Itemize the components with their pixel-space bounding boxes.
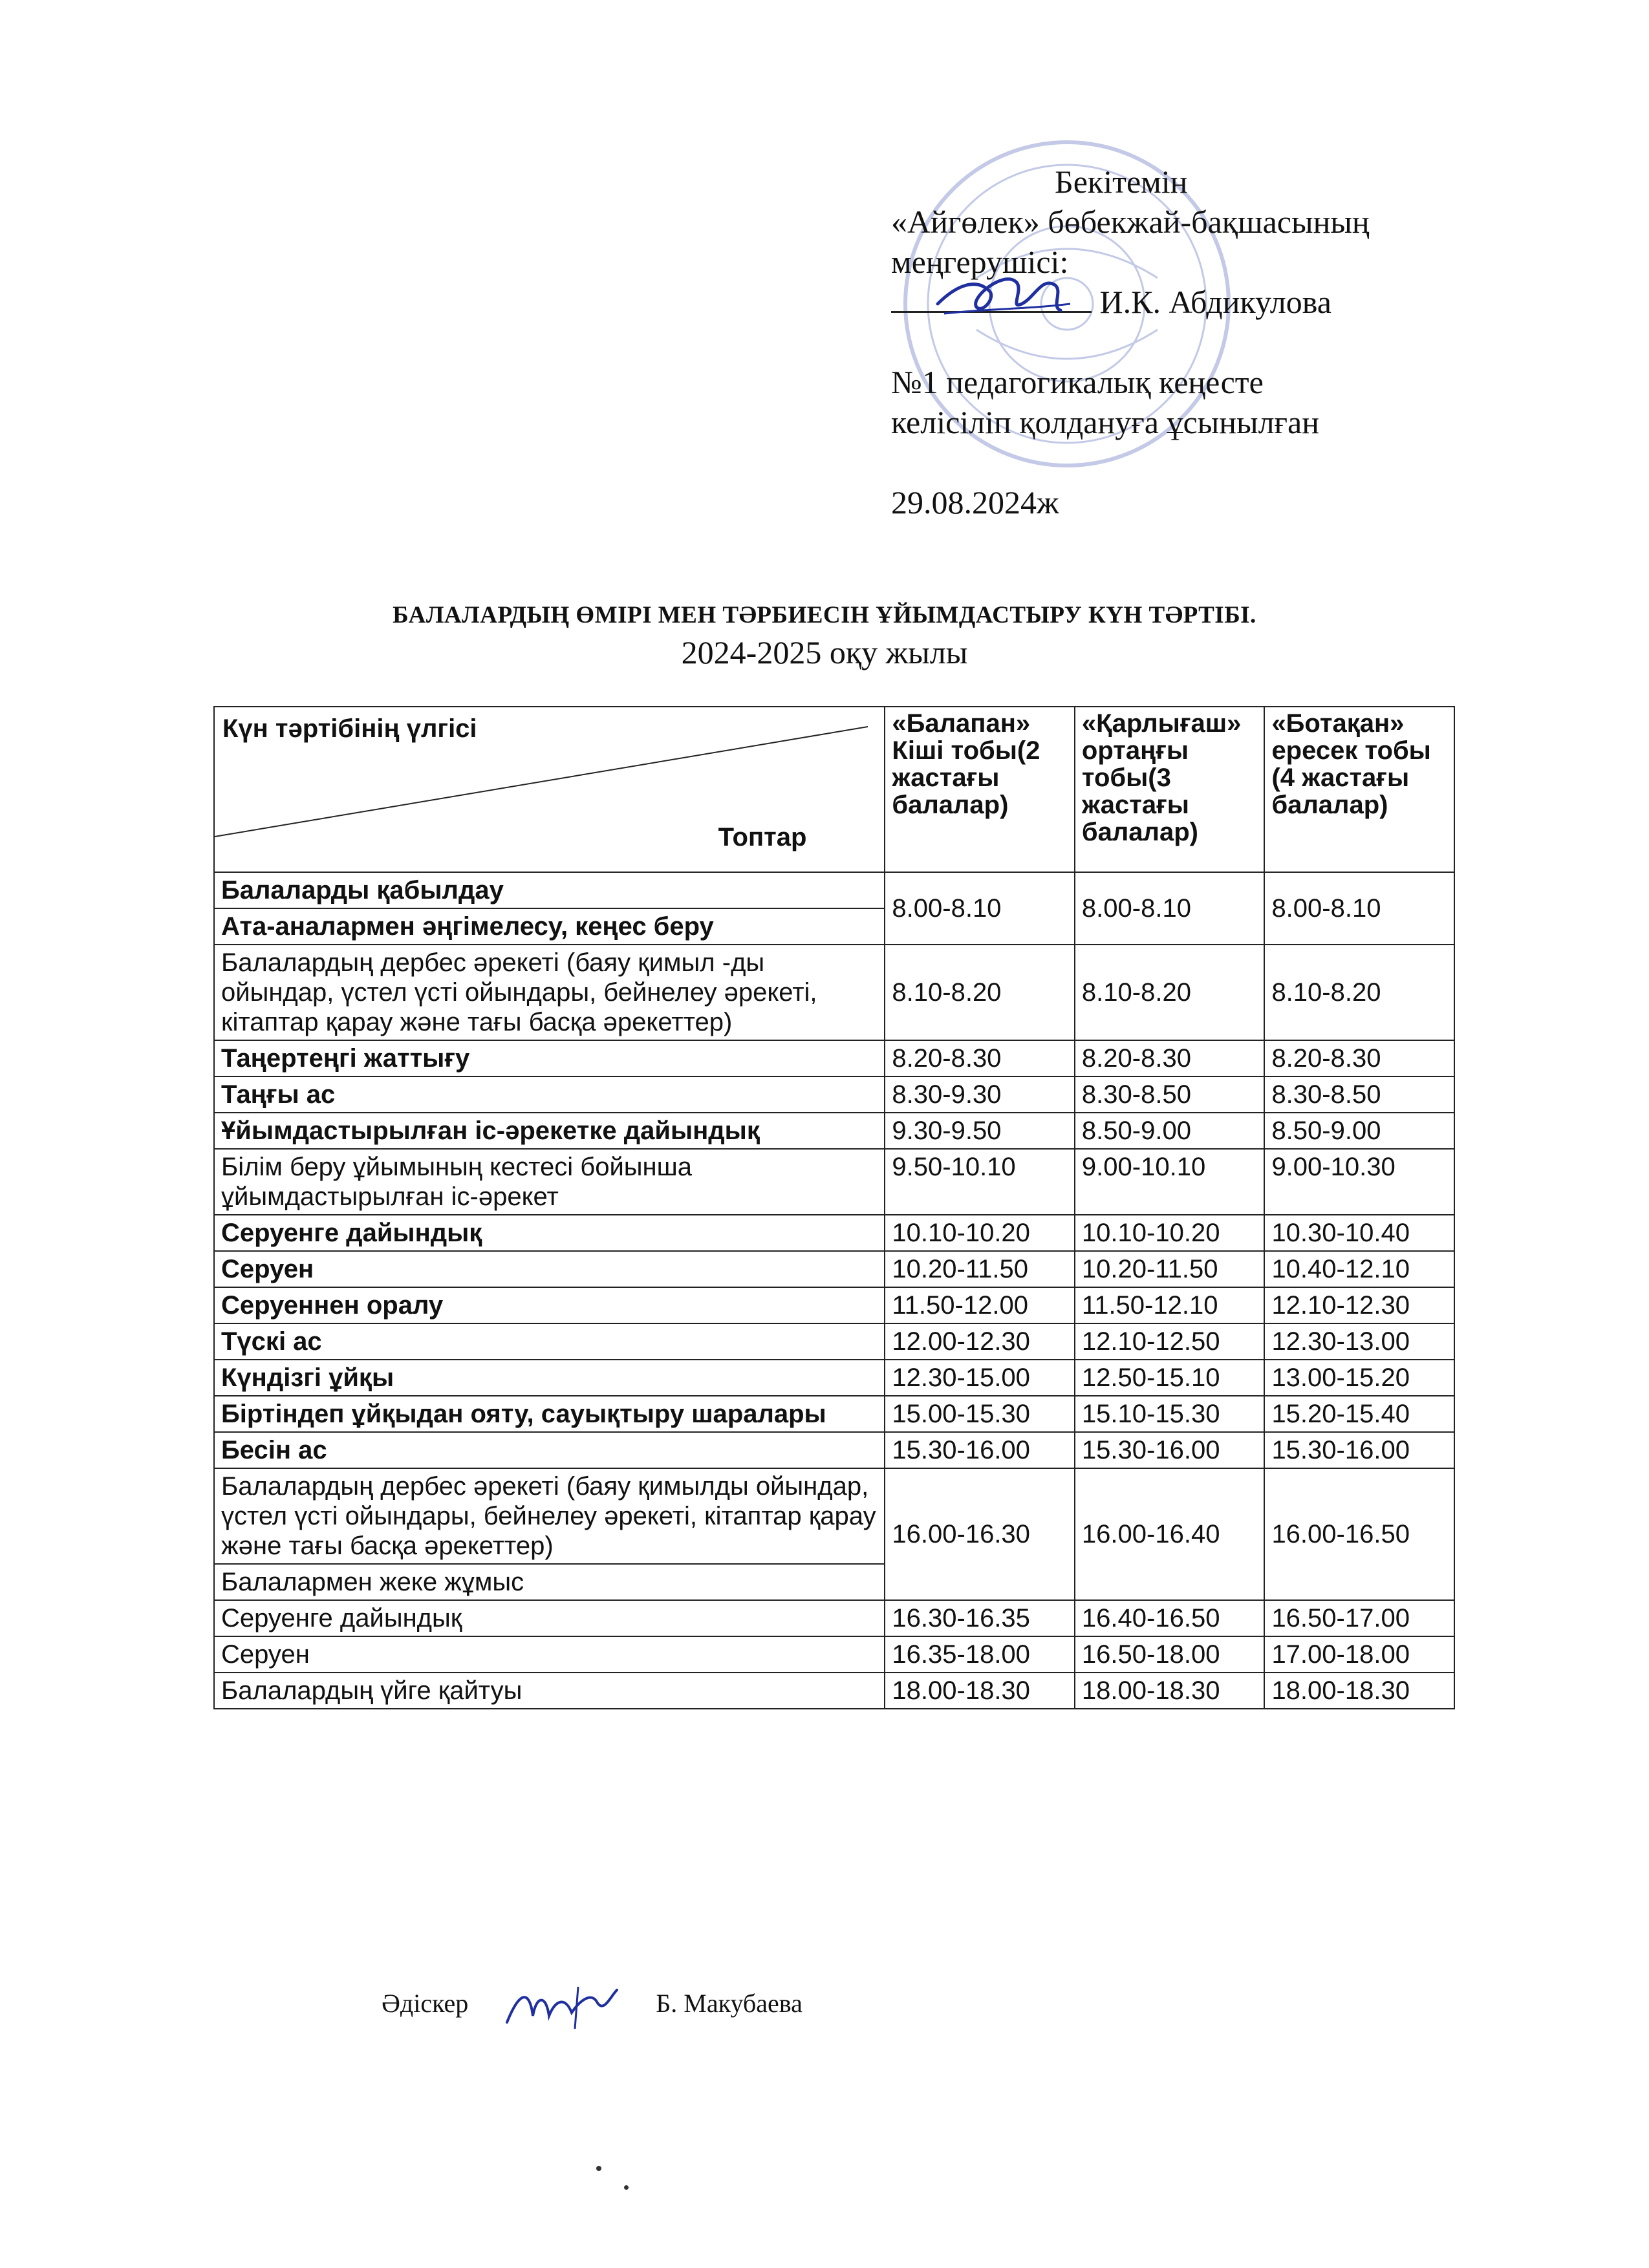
table-row [214, 1251, 1454, 1287]
table-row [214, 1287, 1454, 1323]
schedule-table [213, 706, 1455, 1709]
time-cell: 8.10-8.20 [885, 945, 1075, 1040]
group-header-balapan: «Балапан» Кіші тобы(2 жастағы балалар) [885, 707, 1075, 872]
time-cell: 16.40-16.50 [1075, 1600, 1265, 1636]
time-cell: 9.50-10.10 [885, 1149, 1075, 1215]
activity-cell: Серуеннен оралу [214, 1287, 885, 1323]
document-title: БАЛАЛАРДЫҢ ӨМІРІ МЕН ТӘРБИЕСІН ҰЙЫМДАСТЫРУ КҮН ТӘРТІБІ. [393, 602, 1256, 628]
group-header-karlygash: «Қарлығаш» ортаңғы тобы(3 жастағы балалар) [1075, 707, 1265, 872]
time-cell: 18.00-18.30 [1264, 1673, 1454, 1709]
head-signature-icon [931, 259, 1073, 330]
time-cell: 8.00-8.10 [1075, 872, 1265, 945]
time-cell: 17.00-18.00 [1264, 1636, 1454, 1673]
time-cell: 8.50-9.00 [1075, 1113, 1265, 1149]
time-cell: 12.50-15.10 [1075, 1360, 1265, 1396]
time-cell: 8.30-8.50 [1075, 1076, 1265, 1113]
table-header-row [214, 707, 1454, 872]
head-name: И.К. Абдикулова [1099, 284, 1331, 320]
time-cell: 16.30-16.35 [885, 1600, 1075, 1636]
scan-speck [596, 2166, 601, 2171]
time-cell: 15.30-16.00 [885, 1432, 1075, 1468]
activity-cell: Балаларды қабылдау [214, 872, 885, 908]
activity-cell: Түскі ас [214, 1323, 885, 1360]
time-cell: 9.00-10.10 [1075, 1149, 1265, 1215]
activity-cell: Серуен [214, 1636, 885, 1673]
time-cell: 8.10-8.20 [1075, 945, 1265, 1040]
time-cell: 13.00-15.20 [1264, 1360, 1454, 1396]
time-cell: 18.00-18.30 [885, 1673, 1075, 1709]
time-cell: 15.30-16.00 [1075, 1432, 1265, 1468]
table-row [214, 945, 1454, 1040]
activity-cell: Таңертеңгі жаттығу [214, 1040, 885, 1076]
activity-cell: Білім беру ұйымының кестесі бойынша ұйымдастырылған іс-әрекет [214, 1149, 885, 1215]
activity-cell: Бесін ас [214, 1432, 885, 1468]
activity-cell: Ата-аналармен әңгімелесу, кеңес беру [214, 908, 885, 945]
activity-cell: Серуенге дайындық [214, 1600, 885, 1636]
activity-cell: Балалардың дербес әрекеті (баяу қимылды ойындар, үстел үсті ойындары, бейнелеу әрекеті, кітаптар қарау және тағы басқа әрекеттер) [214, 1468, 885, 1564]
table-row [214, 1396, 1454, 1432]
approval-position: меңгерушісі: [891, 244, 1069, 280]
footer-name: Б. Макубаева [656, 1989, 803, 2018]
table-row [214, 1215, 1454, 1251]
activity-cell: Күндізгі ұйқы [214, 1360, 885, 1396]
table-row [214, 1149, 1454, 1215]
approval-title: Бекітемін [1055, 164, 1188, 200]
activity-cell: Серуенге дайындық [214, 1215, 885, 1251]
time-cell: 8.00-8.10 [1264, 872, 1454, 945]
time-cell: 8.10-8.20 [1264, 945, 1454, 1040]
activity-cell: Ұйымдастырылған іс-әрекетке дайындық [214, 1113, 885, 1149]
activity-cell: Серуен [214, 1251, 885, 1287]
table-row [214, 1636, 1454, 1673]
table-row [214, 1040, 1454, 1076]
time-cell: 8.20-8.30 [1075, 1040, 1265, 1076]
time-cell: 16.00-16.30 [885, 1468, 1075, 1600]
time-cell: 12.10-12.50 [1075, 1323, 1265, 1360]
time-cell: 9.00-10.30 [1264, 1149, 1454, 1215]
approval-org: «Айгөлек» бөбекжай-бақшасының [891, 204, 1370, 240]
time-cell: 10.10-10.20 [885, 1215, 1075, 1251]
time-cell: 16.50-17.00 [1264, 1600, 1454, 1636]
footer-signature [382, 1977, 803, 2035]
table-row [214, 1432, 1454, 1468]
time-cell: 10.20-11.50 [1075, 1251, 1265, 1287]
time-cell: 12.00-12.30 [885, 1323, 1075, 1360]
time-cell: 16.00-16.50 [1264, 1468, 1454, 1600]
time-cell: 16.50-18.00 [1075, 1636, 1265, 1673]
time-cell: 10.20-11.50 [885, 1251, 1075, 1287]
time-cell: 12.10-12.30 [1264, 1287, 1454, 1323]
header-diagonal-cell [214, 707, 885, 872]
table-row [214, 1323, 1454, 1360]
time-cell: 15.10-15.30 [1075, 1396, 1265, 1432]
footer-role: Әдіскер [382, 1989, 469, 2018]
activity-cell: Таңғы ас [214, 1076, 885, 1113]
table-row [214, 1076, 1454, 1113]
table-row [214, 1468, 1454, 1564]
table-row [214, 1673, 1454, 1709]
time-cell: 10.10-10.20 [1075, 1215, 1265, 1251]
time-cell: 18.00-18.30 [1075, 1673, 1265, 1709]
time-cell: 11.50-12.00 [885, 1287, 1075, 1323]
table-row [214, 1113, 1454, 1149]
council-line-1: №1 педагогикалық кеңесте [891, 364, 1264, 400]
time-cell: 8.20-8.30 [885, 1040, 1075, 1076]
activity-cell: Балалардың дербес әрекеті (баяу қимыл -ды ойындар, үстел үсті ойындары, бейнелеу әрекеті, кітаптар қарау және тағы басқа әрекеттер) [214, 945, 885, 1040]
activity-cell: Балалардың үйге қайтуы [214, 1673, 885, 1709]
time-cell: 15.20-15.40 [1264, 1396, 1454, 1432]
table-row [214, 1600, 1454, 1636]
time-cell: 12.30-13.00 [1264, 1323, 1454, 1360]
time-cell: 8.50-9.00 [1264, 1113, 1454, 1149]
time-cell: 8.30-8.50 [1264, 1076, 1454, 1113]
document-subtitle: 2024-2025 оқу жылы [681, 634, 968, 670]
approval-block [891, 162, 1473, 522]
schedule-label: Күн тәртібінің үлгісі [222, 714, 477, 743]
group-header-botakan: «Ботақан» ересек тобы (4 жастағы балалар) [1264, 707, 1454, 872]
time-cell: 8.30-9.30 [885, 1076, 1075, 1113]
time-cell: 10.30-10.40 [1264, 1215, 1454, 1251]
approval-date: 29.08.2024ж [891, 484, 1059, 520]
table-row [214, 872, 1454, 908]
time-cell: 10.40-12.10 [1264, 1251, 1454, 1287]
table-row [214, 1360, 1454, 1396]
time-cell: 15.30-16.00 [1264, 1432, 1454, 1468]
time-cell: 15.00-15.30 [885, 1396, 1075, 1432]
time-cell: 16.35-18.00 [885, 1636, 1075, 1673]
scan-speck [624, 2185, 629, 2190]
activity-cell: Біртіндеп ұйқыдан ояту, сауықтыру шаралары [214, 1396, 885, 1432]
time-cell: 16.00-16.40 [1075, 1468, 1265, 1600]
activity-cell: Балалармен жеке жұмыс [214, 1564, 885, 1600]
time-cell: 8.20-8.30 [1264, 1040, 1454, 1076]
groups-label: Топтар [718, 823, 807, 851]
time-cell: 8.00-8.10 [885, 872, 1075, 945]
methodist-signature-icon [501, 1977, 623, 2035]
time-cell: 12.30-15.00 [885, 1360, 1075, 1396]
time-cell: 9.30-9.50 [885, 1113, 1075, 1149]
time-cell: 11.50-12.10 [1075, 1287, 1265, 1323]
council-line-2: келісіліп қолдануға ұсынылған [891, 404, 1319, 440]
